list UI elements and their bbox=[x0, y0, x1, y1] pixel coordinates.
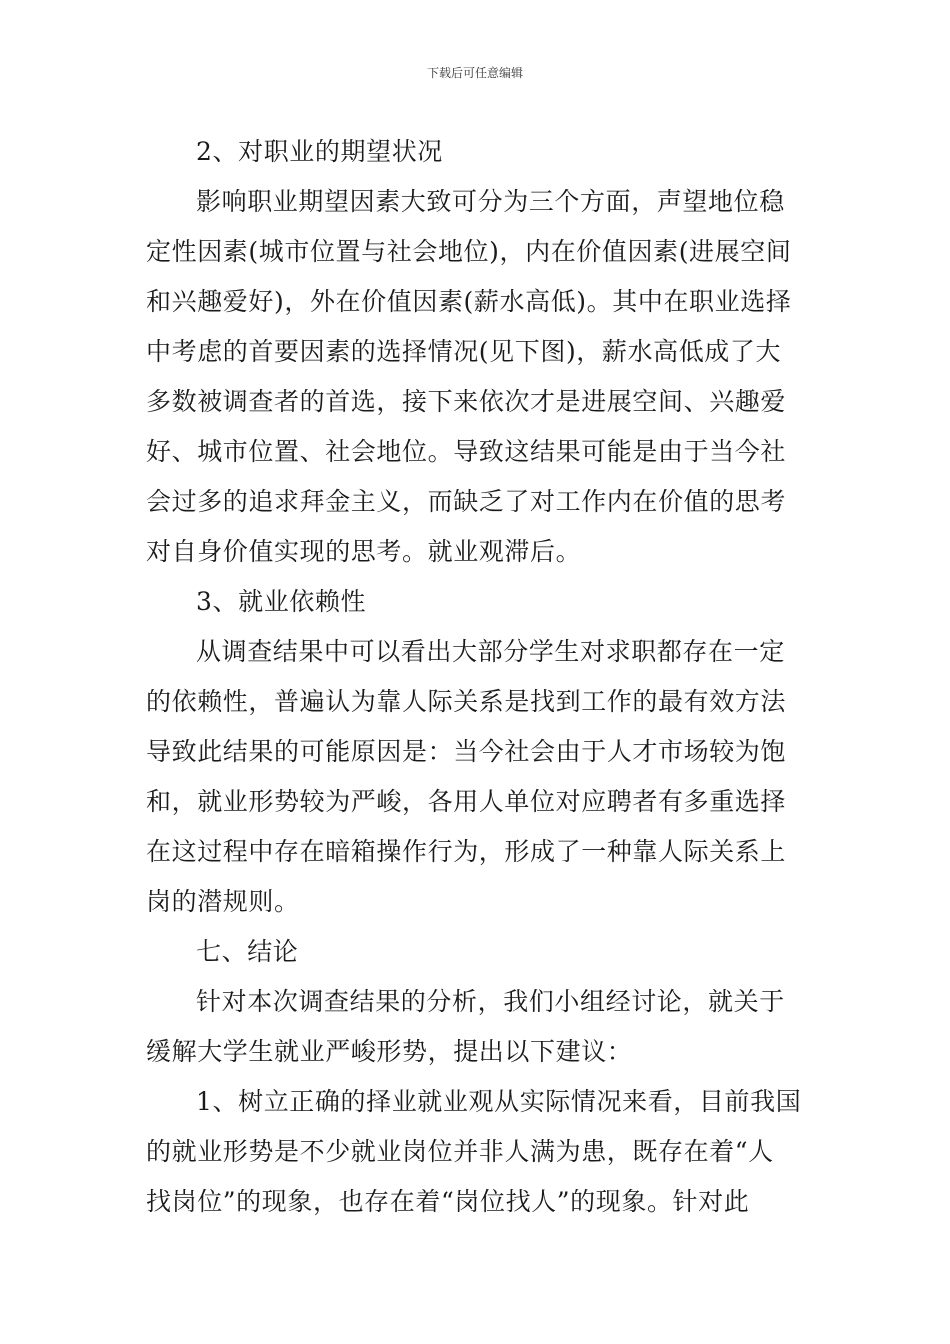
text-line: 和，就业形势较为严峻，各用人单位对应聘者有多重选择 bbox=[146, 787, 787, 816]
text-line: 的就业形势是不少就业岗位并非人满为患，既存在着“人 bbox=[146, 1137, 774, 1166]
text-line: 定性因素(城市位置与社会地位)，内在价值因素(进展空间 bbox=[146, 237, 792, 266]
text-line: 1、树立正确的择业就业观从实际情况来看，目前我国 bbox=[196, 1087, 802, 1116]
text-line: 影响职业期望因素大致可分为三个方面，声望地位稳 bbox=[196, 187, 785, 216]
paragraph bbox=[146, 1077, 806, 1227]
text-line: 从调查结果中可以看出大部分学生对求职都存在一定 bbox=[196, 637, 785, 666]
text-line: 3、就业依赖性 bbox=[196, 587, 367, 616]
text-line: 在这过程中存在暗箱操作行为，形成了一种靠人际关系上 bbox=[146, 837, 787, 866]
text-line: 导致此结果的可能原因是：当今社会由于人才市场较为饱 bbox=[146, 737, 787, 766]
text-line: 好、城市位置、社会地位。导致这结果可能是由于当今社 bbox=[146, 437, 787, 466]
page-header-note: 下载后可任意编辑 bbox=[426, 66, 523, 80]
section-heading bbox=[146, 927, 806, 977]
section-heading bbox=[146, 577, 806, 627]
paragraph bbox=[146, 177, 806, 577]
text-line: 针对本次调查结果的分析，我们小组经讨论，就关于 bbox=[196, 987, 785, 1016]
text-line: 中考虑的首要因素的选择情况(见下图)，薪水高低成了大 bbox=[146, 337, 782, 366]
text-line: 2、对职业的期望状况 bbox=[196, 137, 443, 166]
paragraph bbox=[146, 977, 806, 1077]
text-line: 七、结论 bbox=[196, 937, 299, 966]
text-line: 缓解大学生就业严峻形势，提出以下建议： bbox=[146, 1037, 633, 1066]
text-line: 的依赖性，普遍认为靠人际关系是找到工作的最有效方法 bbox=[146, 687, 787, 716]
text-line: 和兴趣爱好)，外在价值因素(薪水高低)。其中在职业选择 bbox=[146, 287, 792, 316]
text-line: 会过多的追求拜金主义，而缺乏了对工作内在价值的思考 bbox=[146, 487, 787, 516]
text-line: 找岗位”的现象，也存在着“岗位找人”的现象。针对此 bbox=[146, 1187, 750, 1216]
document-body bbox=[146, 127, 806, 1227]
section-heading bbox=[146, 127, 806, 177]
text-line: 多数被调查者的首选，接下来依次才是进展空间、兴趣爱 bbox=[146, 387, 787, 416]
text-line: 岗的潜规则。 bbox=[146, 887, 300, 916]
paragraph bbox=[146, 627, 806, 927]
text-line: 对自身价值实现的思考。就业观滞后。 bbox=[146, 537, 582, 566]
